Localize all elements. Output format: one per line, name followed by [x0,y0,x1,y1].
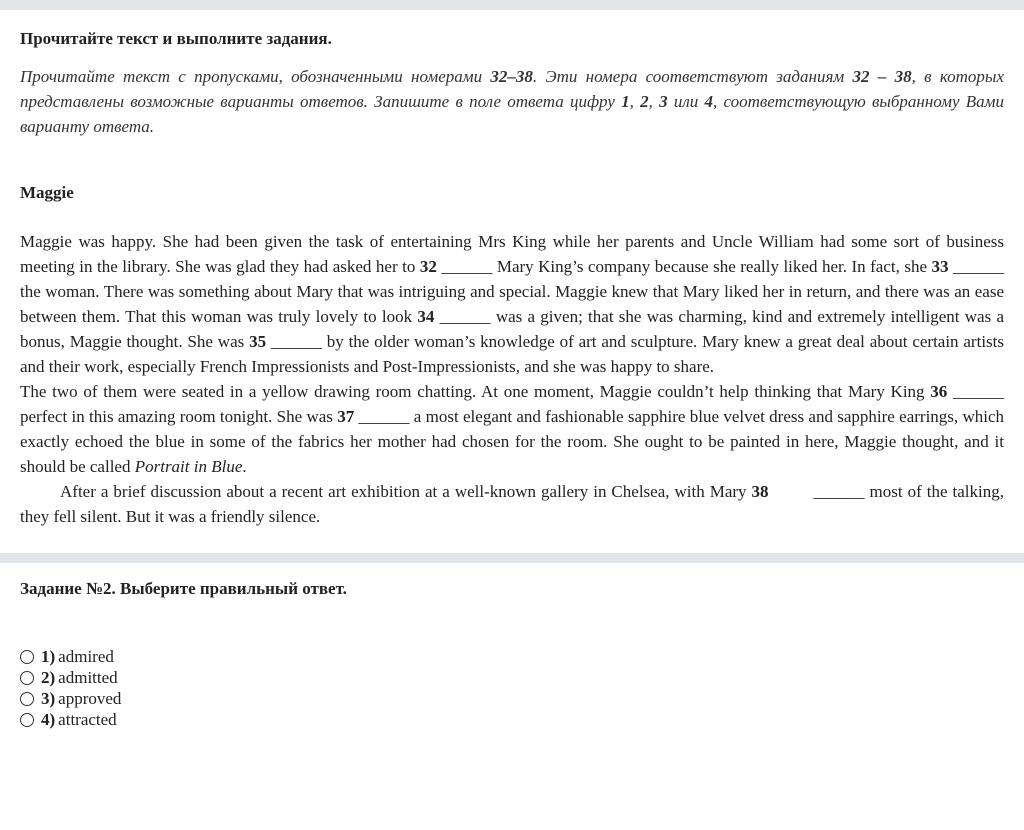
option-label: admitted [58,667,118,687]
gap-number-33: 33 [931,257,949,276]
option-number: 2) [41,667,56,687]
option-number: 1) [41,646,56,666]
answer-option-3[interactable] [20,688,1004,709]
story-text-run: was a given; that she was charming, kind and extremely intelligent was a bonus, Maggie thought. She was [20,307,1004,351]
gap-38: ______ [813,482,865,501]
reading-panel [0,10,1024,529]
story-text [20,229,1004,529]
gap-number-34: 34 [417,307,435,326]
gap-36: ______ [953,382,1005,401]
option-label: approved [58,688,122,708]
section-divider [0,553,1024,563]
story-text-run: After a brief discussion about a recent art exhibition at a well-known gallery in Chelsea, with Mary [60,482,752,501]
story-text-run: by the older woman’s knowledge of art and sculpture. Mary knew a great deal about certain artists and their work, especially French Impressionists and Post-Impressionists, and she was happy to share. [20,332,1004,376]
instr-digit: 3 [659,92,668,111]
radio-button[interactable] [20,671,34,685]
radio-button[interactable] [20,692,34,706]
story-text-run: a most elegant and fashionable sapphire blue velvet dress and sapphire earrings, which exactly echoed the blue in some of the fabrics her mother had chosen for the room. She ought to be painted in here, Maggie thought, and it should be called [20,407,1004,476]
story-text-run: perfect in this amazing room tonight. She was [20,407,338,426]
instr-part: , [629,92,641,111]
story-text-run: the woman. There was something about Mary that was intriguing and special. Maggie knew that Mary liked her in return, and there was an ease between them. That this woman was truly lovely to look [20,282,1004,326]
story-paragraph-2 [20,379,1004,479]
question-heading: Задание №2. Выберите правильный ответ. [20,579,347,598]
instr-part: или [667,92,705,111]
instr-digit: 1 [621,92,630,111]
instr-digit: 4 [704,92,713,111]
story-text-run: Mary King’s company because she really liked her. In fact, she [492,257,932,276]
gap-32: ______ [441,257,493,276]
gap-33: ______ [953,257,1004,276]
instr-part: , соответствующую выбранному Вами варианту ответа. [20,92,1005,136]
story-paragraph-3 [20,479,1004,529]
story-text-run: Maggie was happy. She had been given the task of entertaining Mrs King while her parents and Uncle William had some sort of business meeting in the library. She was glad they had asked her to [20,232,1004,276]
gap-35: ______ [270,332,322,351]
gap-number-38: 38 [751,482,769,501]
story-paragraph-1 [20,229,1004,379]
gap-34: ______ [439,307,491,326]
instr-part: . Эти номера соответствуют заданиям [532,67,853,86]
instr-range: 32–38 [490,67,533,86]
answer-option-1[interactable] [20,646,1004,667]
instr-part: Прочитайте текст с пропусками, обозначенными номерами [20,67,491,86]
answer-option-2[interactable] [20,667,1004,688]
instr-range: 32 – 38 [852,67,912,86]
radio-button[interactable] [20,650,34,664]
instr-digit: 2 [640,92,649,111]
story-text-run: . [242,457,247,476]
answer-options [20,646,1004,730]
story-title: Maggie [20,183,74,202]
portrait-title: Portrait in Blue [134,457,243,476]
gap-number-32: 32 [419,257,437,276]
option-number: 3) [41,688,56,708]
story-text-run: most of the talking, they fell silent. But it was a friendly silence. [20,482,1004,526]
option-label: attracted [58,709,117,729]
gap-number-36: 36 [930,382,948,401]
gap-37: ______ [358,407,410,426]
instr-part: , в которых представлены возможные варианты ответов. Запишите в поле ответа цифру [20,67,1004,111]
task-heading: Прочитайте текст и выполните задания. [20,29,332,48]
top-divider [0,0,1024,10]
option-number: 4) [41,709,56,729]
instructions-text [20,64,1004,139]
gap-number-37: 37 [337,407,355,426]
answer-option-4[interactable] [20,709,1004,730]
question-panel [0,578,1024,730]
story-text-run: The two of them were seated in a yellow drawing room chatting. At one moment, Maggie couldn’t help thinking that Mary King [20,382,931,401]
gap-number-35: 35 [249,332,267,351]
instr-part: , [648,92,660,111]
option-label: admired [58,646,114,666]
radio-button[interactable] [20,713,34,727]
